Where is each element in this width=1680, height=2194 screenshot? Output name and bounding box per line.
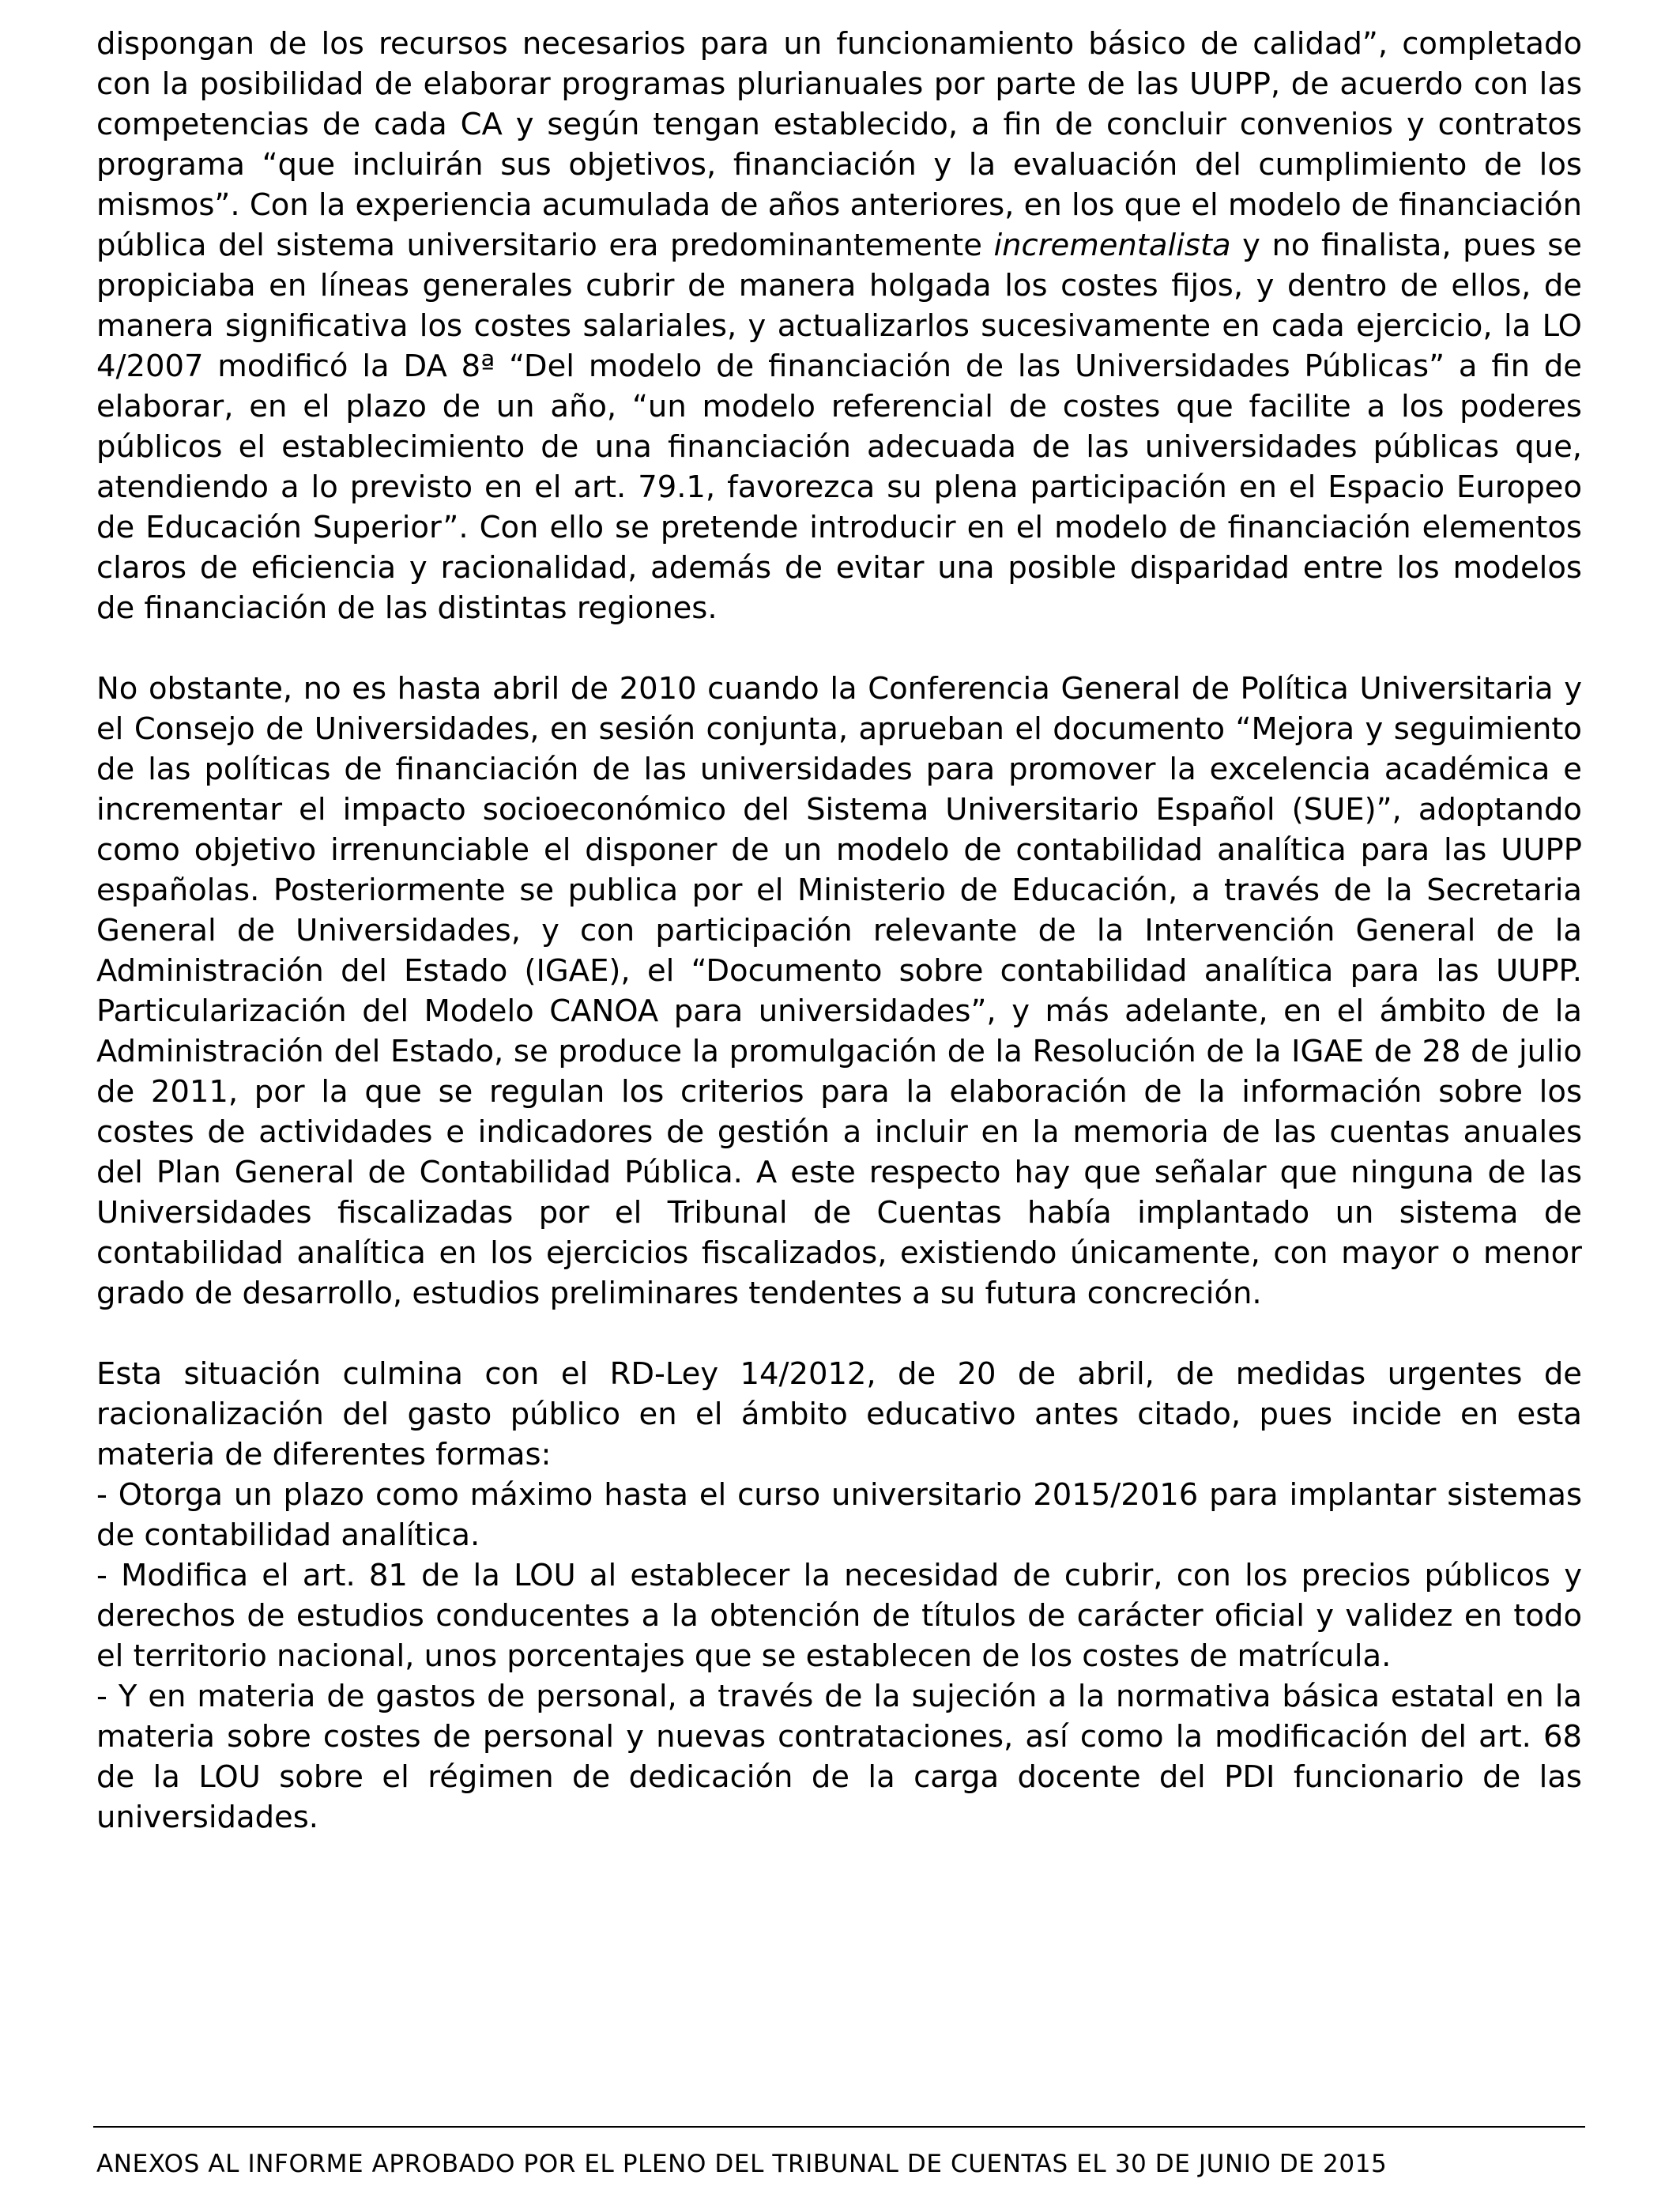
paragraph-analytical-accounting: No obstante, no es hasta abril de 2010 cuando la Conferencia General de Política Universitaria y el Consejo de Universidades, en sesión conjunta, aprueban el documento “Mejora y seguimiento de las políticas de financiación de las universidades para promover la excelencia académica e incrementar el impacto socioeconómico del Sistema Universitario Español (SUE)”, adoptando como objetivo irrenunciable el disponer de un modelo de contabilidad analítica para las UUPP españolas. Posteriormente se publica por el Ministerio de Educación, a través de la Secretaria General de Universidades, y con participación relevante de la Intervención General de la Administración del Estado (IGAE), el “Documento sobre contabilidad analítica para las UUPP. Particularización del Modelo CANOA para universidades”, y más adelante, en el ámbito de la Administración del Estado, se produce la promulgación de la Resolución de la IGAE de 28 de julio de 2011, por la que se regulan los criterios para la elaboración de la información sobre los costes de actividades e indicadores de gestión a incluir en la memoria de las cuentas anuales del Plan General de Contabilidad Pública. A este respecto hay que señalar que ninguna de las Universidades fiscalizadas por el Tribunal de Cuentas había implantado un sistema de contabilidad analítica en los ejercicios fiscalizados, existiendo únicamente, con mayor o menor grado de desarrollo, estudios preliminares tendentes a su futura concreción. (96, 671, 1582, 1311)
paragraph-spacer (96, 1314, 1582, 1354)
paragraph-financing-model (96, 24, 1582, 628)
list-item: - Otorga un plazo como máximo hasta el curso universitario 2015/2016 para implantar sistemas de contabilidad analítica. (96, 1477, 1582, 1553)
italic-term: incrementalista (993, 228, 1231, 263)
list-item: - Y en materia de gastos de personal, a través de la sujeción a la normativa básica estatal en la materia sobre costes de personal y nuevas contrataciones, así como la modificación del art. 68 de la LOU sobre el régimen de dedicación de la carga docente del PDI funcionario de las universidades. (96, 1679, 1582, 1835)
page-footer: ANEXOS AL INFORME APROBADO POR EL PLENO DEL TRIBUNAL DE CUENTAS EL 30 DE JUNIO DE 2015 (96, 2150, 1388, 2178)
body-text (96, 24, 1582, 1838)
paragraph-rd-ley: Esta situación culmina con el RD-Ley 14/2012, de 20 de abril, de medidas urgentes de racionalización del gasto público en el ámbito educativo antes citado, pues incide en esta materia de diferentes formas: (96, 1356, 1582, 1472)
paragraph-1-text-continued: y no finalista, pues se propiciaba en líneas generales cubrir de manera holgada los costes fijos, y dentro de ellos, de manera significativa los costes salariales, y actualizarlos sucesivamente en cada ejercicio, la LO 4/2007 modificó la DA 8ª “Del modelo de financiación de las Universidades Públicas” a fin de elaborar, en el plazo de un año, “un modelo referencial de costes que facilite a los poderes públicos el establecimiento de una financiación adecuada de las universidades públicas que, atendiendo a lo previsto en el art. 79.1, favorezca su plena participación en el Espacio Europeo de Educación Superior”. Con ello se pretende introducir en el modelo de financiación elementos claros de eficiencia y racionalidad, además de evitar una posible disparidad entre los modelos de financiación de las distintas regiones. (96, 228, 1582, 626)
paragraph-1-text: dispongan de los recursos necesarios para un funcionamiento básico de calidad”, completado con la posibilidad de elaborar programas plurianuales por parte de las UUPP, de acuerdo con las competencias de cada CA y según tengan establecido, a fin de concluir convenios y contratos programa “que incluirán sus objetivos, financiación y la evaluación del cumplimiento de los mismos”. Con la experiencia acumulada de años anteriores, en los que el modelo de financiación pública del sistema universitario era predominantemente (96, 26, 1582, 263)
list-item: - Modifica el art. 81 de la LOU al establecer la necesidad de cubrir, con los precios públicos y derechos de estudios conducentes a la obtención de títulos de carácter oficial y validez en todo el territorio nacional, unos porcentajes que se establecen de los costes de matrícula. (96, 1558, 1582, 1674)
paragraph-spacer (96, 628, 1582, 669)
footer-divider (93, 2126, 1585, 2128)
